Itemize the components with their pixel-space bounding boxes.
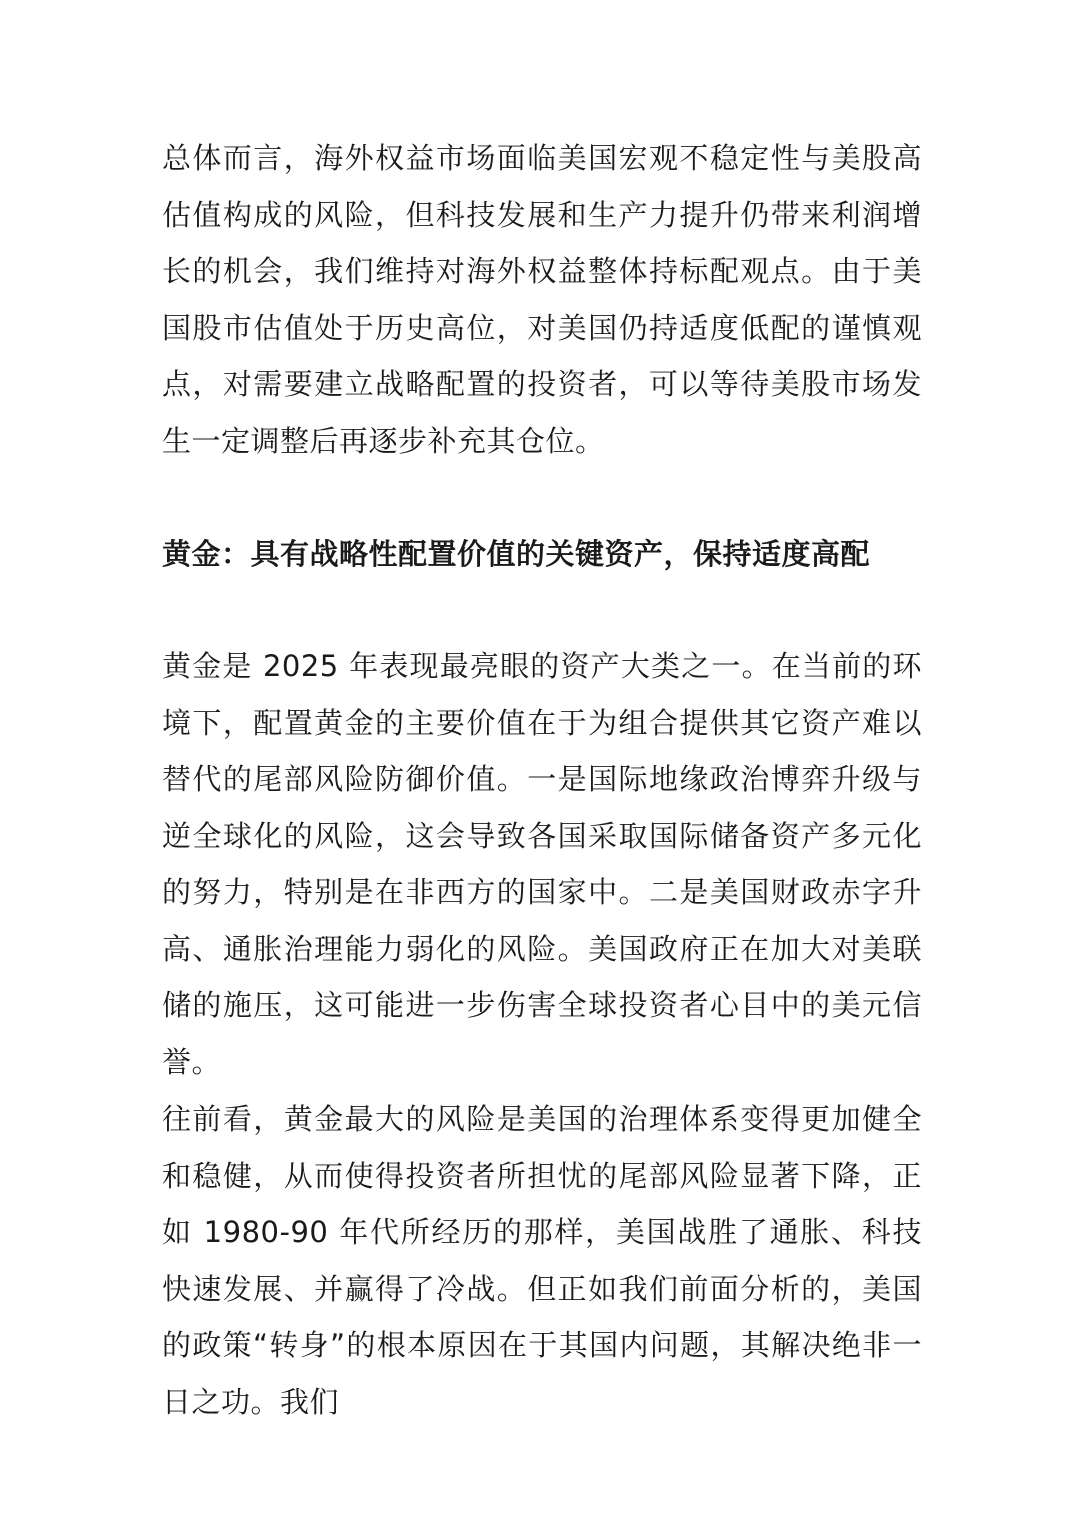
paragraph-gold-value: 黄金是 2025 年表现最亮眼的资产大类之一。在当前的环境下，配置黄金的主要价值在于为组合提供其它资产难以替代的尾部风险防御价值。一是国际地缘政治博弈升级与逆全球化的风险，这会导致各国采取国际储备资产多元化的努力，特别是在非西方的国家中。二是美国财政赤字升高、通胀治理能力弱化的风险。美国政府正在加大对美联储的施压，这可能进一步伤害全球投资者心目中的美元信誉。 <box>162 649 922 1079</box>
section-heading-gold: 黄金：具有战略性配置价值的关键资产，保持适度高配 <box>162 537 871 571</box>
paragraph-overseas-equity-summary: 总体而言，海外权益市场面临美国宏观不稳定性与美股高估值构成的风险，但科技发展和生产力提升仍带来利润增长的机会，我们维持对海外权益整体持标配观点。由于美国股市估值处于历史高位，对美国仍持适度低配的谨慎观点，对需要建立战略配置的投资者，可以等待美股市场发生一定调整后再逐步补充其仓位。 <box>162 141 922 458</box>
paragraph-gold-risk: 往前看，黄金最大的风险是美国的治理体系变得更加健全和稳健，从而使得投资者所担忧的尾部风险显著下降，正如 1980-90 年代所经历的那样，美国战胜了通胀、科技快速发展、并赢得了冷战。但正如我们前面分析的，美国的政策“转身”的根本原因在于其国内问题，其解决绝非一日之功。我们 <box>162 1102 922 1419</box>
